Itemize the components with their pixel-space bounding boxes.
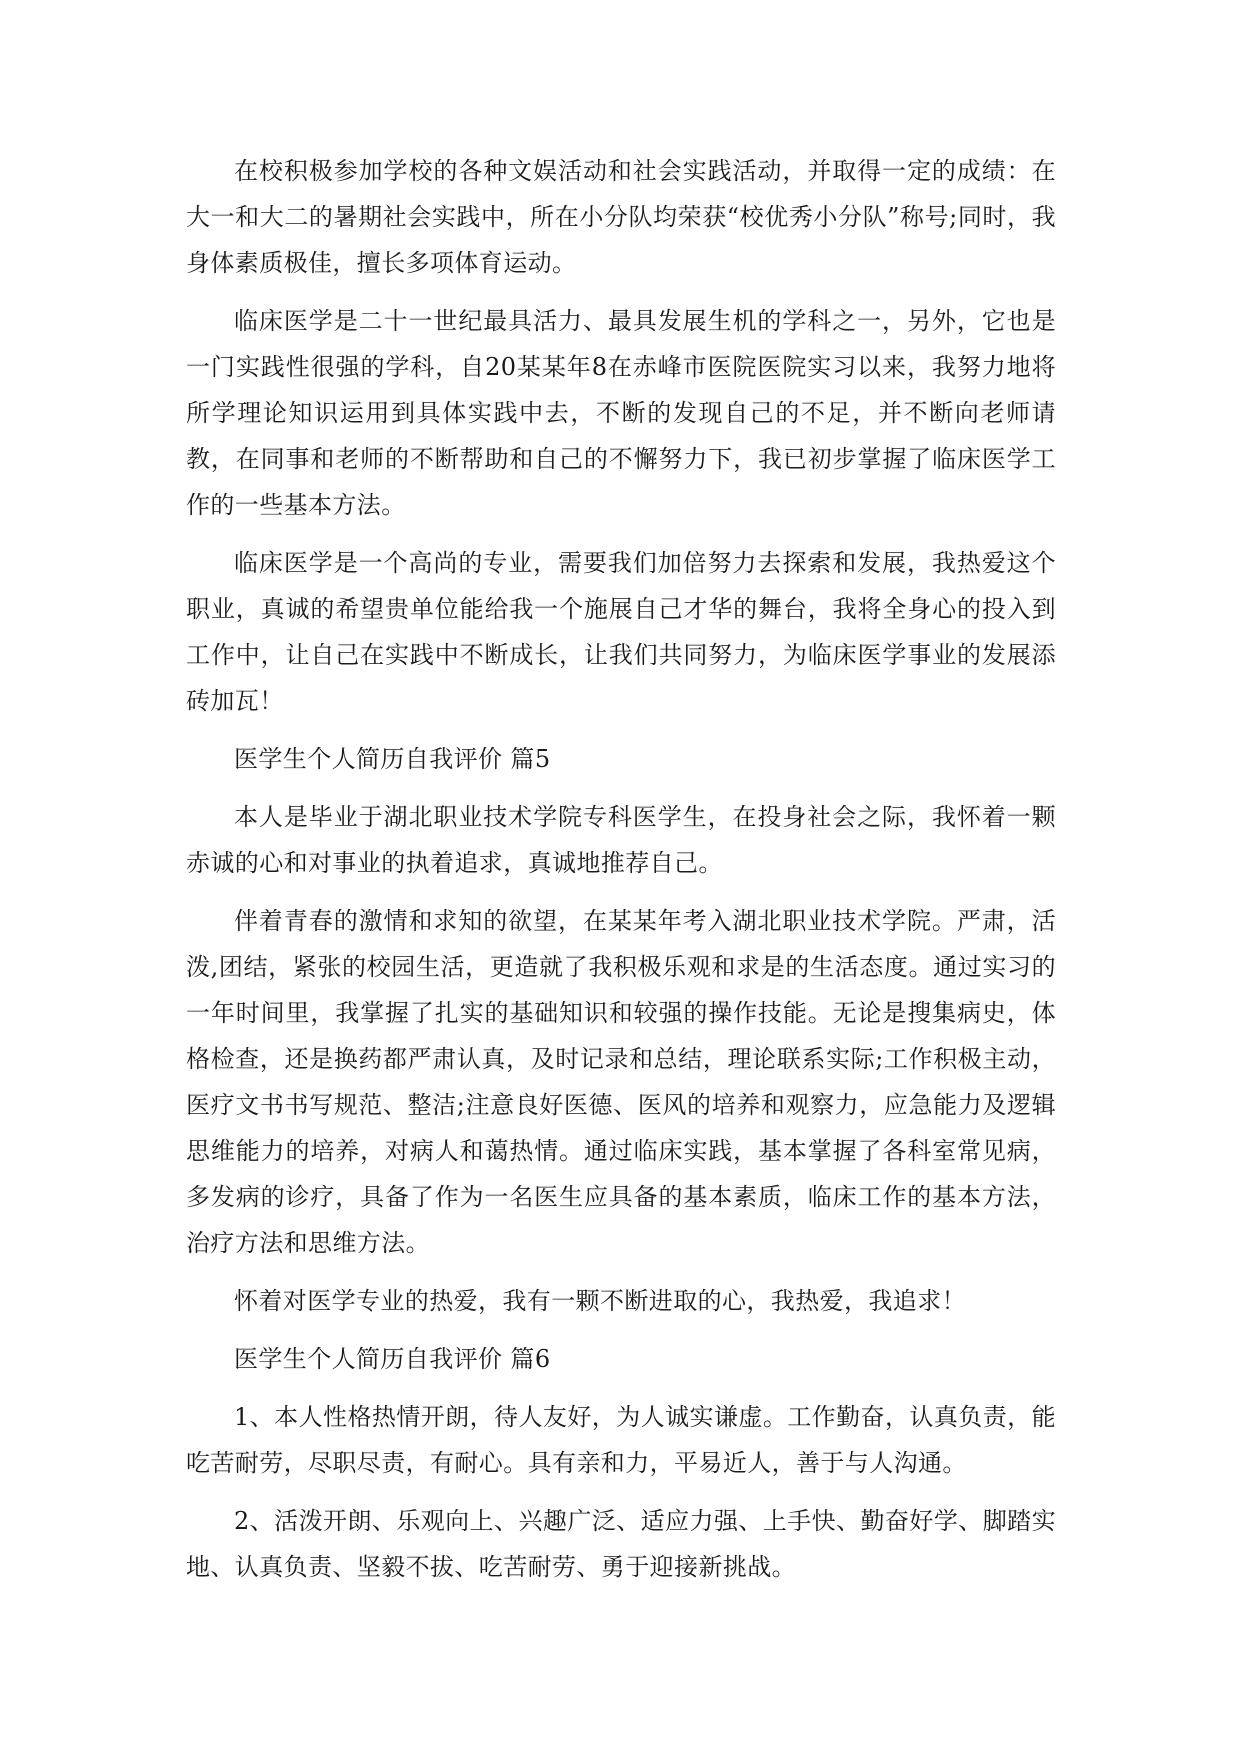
list-item-2: 2、活泼开朗、乐观向上、兴趣广泛、适应力强、上手快、勤奋好学、脚踏实地、认真负责、坚毅不拔、吃苦耐劳、勇于迎接新挑战。 [186, 1507, 1056, 1581]
paragraph-clinical-medicine: 临床医学是二十一世纪最具活力、最具发展生机的学科之一，另外，它也是一门实践性很强的学科，自20某某年8在赤峰市医院医院实习以来，我努力地将所学理论知识运用到具体实践中去，不断的发现自己的不足，并不断向老师请教，在同事和老师的不断帮助和自己的不懈努力下，我已初步掌握了临床医学工作的一些基本方法。 [186, 307, 1056, 519]
section-heading-6: 医学生个人简历自我评价 篇6 [234, 1345, 551, 1373]
paragraph-passion: 怀着对医学专业的热爱，我有一颗不断进取的心，我热爱，我追求！ [234, 1287, 966, 1315]
list-item-1: 1、本人性格热情开朗，待人友好，为人诚实谦虚。工作勤奋，认真负责，能吃苦耐劳，尽职尽责，有耐心。具有亲和力，平易近人，善于与人沟通。 [186, 1403, 1056, 1477]
paragraph-noble-profession: 临床医学是一个高尚的专业，需要我们加倍努力去探索和发展，我热爱这个职业，真诚的希望贵单位能给我一个施展自己才华的舞台，我将全身心的投入到工作中，让自己在实践中不断成长，让我们共同努力，为临床医学事业的发展添砖加瓦！ [186, 549, 1056, 715]
paragraph-graduate-intro: 本人是毕业于湖北职业技术学院专科医学生，在投身社会之际，我怀着一颗赤诚的心和对事业的执着追求，真诚地推荐自己。 [186, 803, 1056, 877]
paragraph-activities: 在校积极参加学校的各种文娱活动和社会实践活动，并取得一定的成绩：在大一和大二的暑期社会实践中，所在小分队均荣获“校优秀小分队”称号;同时，我身体素质极佳，擅长多项体育运动。 [186, 157, 1056, 277]
document-page [186, 148, 1056, 1602]
paragraph-campus-life: 伴着青春的激情和求知的欲望，在某某年考入湖北职业技术学院。严肃，活泼,团结，紧张的校园生活，更造就了我积极乐观和求是的生活态度。通过实习的一年时间里，我掌握了扎实的基础知识和较强的操作技能。无论是搜集病史，体格检查，还是换药都严肃认真，及时记录和总结，理论联系实际;工作积极主动，医疗文书书写规范、整洁;注意良好医德、医风的培养和观察力，应急能力及逻辑思维能力的培养，对病人和蔼热情。通过临床实践，基本掌握了各科室常见病，多发病的诊疗，具备了作为一名医生应具备的基本素质，临床工作的基本方法，治疗方法和思维方法。 [186, 907, 1056, 1257]
section-heading-5: 医学生个人简历自我评价 篇5 [234, 745, 551, 773]
